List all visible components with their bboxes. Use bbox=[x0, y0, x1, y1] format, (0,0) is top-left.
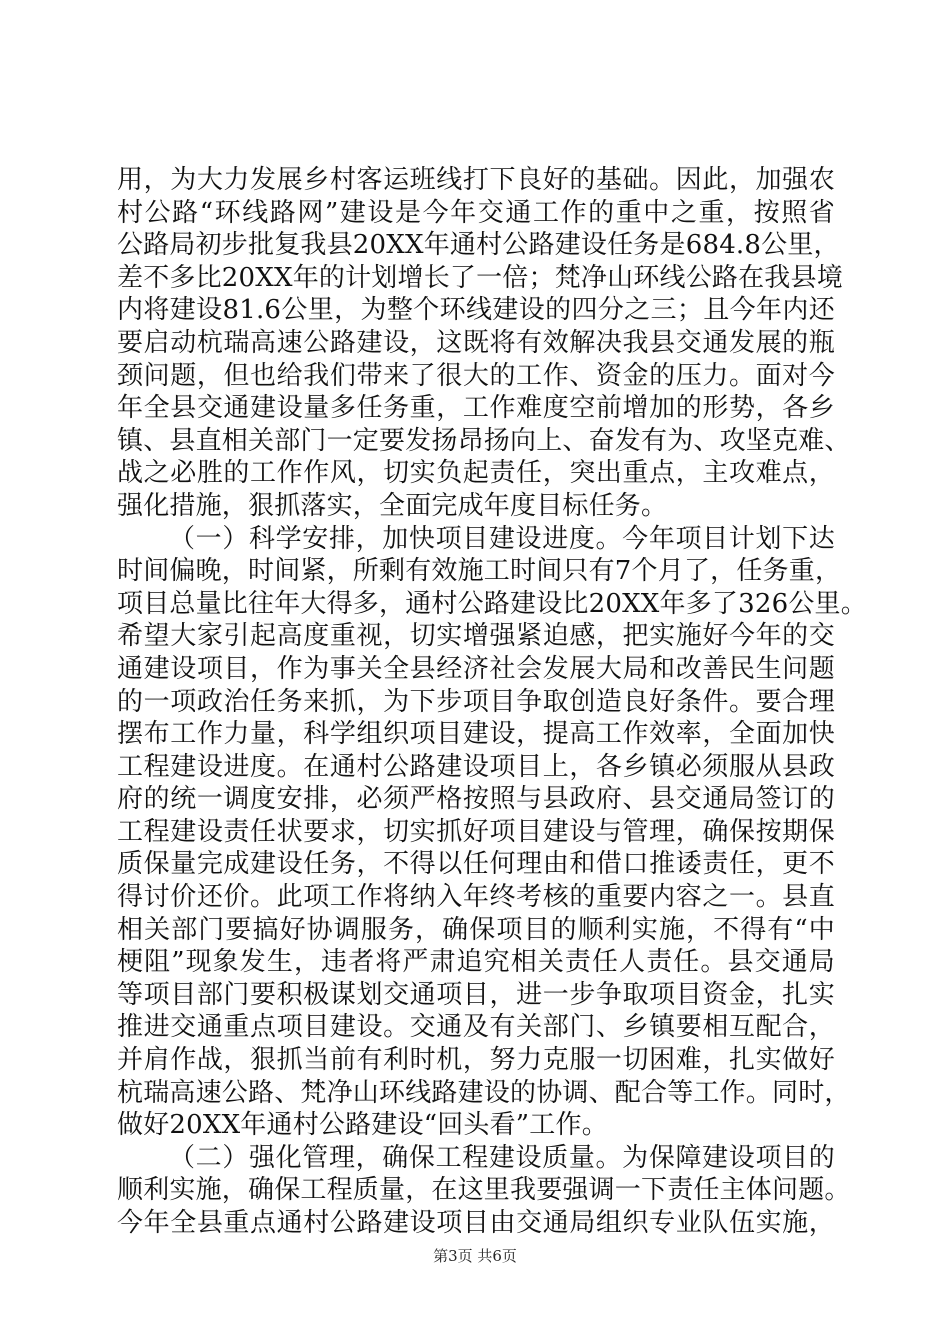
text-line: 战之必胜的工作作风，切实负起责任，突出重点，主攻难点， bbox=[117, 458, 835, 489]
text-line: （一）科学安排，加快项目建设进度。今年项目计划下达 bbox=[169, 523, 835, 554]
text-line: 质保量完成建设任务，不得以任何理由和借口推诿责任，更不 bbox=[117, 849, 835, 880]
text-line: 并肩作战，狠抓当前有利时机，努力克服一切困难，扎实做好 bbox=[117, 1045, 835, 1076]
page-number-footer: 第3页 共6页 bbox=[433, 1247, 517, 1265]
text-line: 相关部门要搞好协调服务，确保项目的顺利实施，不得有“中 bbox=[117, 914, 835, 945]
text-line: 摆布工作力量，科学组织项目建设，提高工作效率，全面加快 bbox=[117, 719, 835, 750]
paragraph-1 bbox=[117, 164, 851, 523]
text-line: 的一项政治任务来抓，为下步项目争取创造良好条件。要合理 bbox=[117, 686, 835, 717]
text-line: 希望大家引起高度重视，切实增强紧迫感，把实施好今年的交 bbox=[117, 621, 835, 652]
text-line: 镇、县直相关部门一定要发扬昂扬向上、奋发有为、攻坚克难、 bbox=[117, 425, 851, 456]
text-line: 颈问题，但也给我们带来了很大的工作、资金的压力。面对今 bbox=[117, 360, 835, 391]
text-line: 内将建设81.6公里，为整个环线建设的四分之三；且今年内还 bbox=[117, 295, 835, 326]
text-line: 杭瑞高速公路、梵净山环线路建设的协调、配合等工作。同时， bbox=[117, 1077, 851, 1108]
text-line: 工程建设责任状要求，切实抓好项目建设与管理，确保按期保 bbox=[117, 816, 835, 847]
text-line: 今年全县重点通村公路建设项目由交通局组织专业队伍实施， bbox=[117, 1208, 835, 1238]
text-line: 府的统一调度安排，必须严格按照与县政府、县交通局签订的 bbox=[117, 784, 835, 815]
text-line: 要启动杭瑞高速公路建设，这既将有效解决我县交通发展的瓶 bbox=[117, 327, 835, 358]
text-line: 村公路“环线路网”建设是今年交通工作的重中之重，按照省 bbox=[117, 197, 835, 228]
text-line: 顺利实施，确保工程质量，在这里我要强调一下责任主体问题。 bbox=[117, 1175, 851, 1206]
text-line: 强化措施，狠抓落实，全面完成年度目标任务。 bbox=[117, 490, 668, 521]
text-line: 做好20XX年通村公路建设“回头看”工作。 bbox=[117, 1110, 608, 1141]
text-line: 年全县交通建设量多任务重，工作难度空前增加的形势，各乡 bbox=[117, 393, 835, 424]
text-line: 等项目部门要积极谋划交通项目，进一步争取项目资金，扎实 bbox=[117, 979, 835, 1010]
text-line: 工程建设进度。在通村公路建设项目上，各乡镇必须服从县政 bbox=[117, 751, 835, 782]
text-line: 用，为大力发展乡村客运班线打下良好的基础。因此，加强农 bbox=[117, 165, 835, 195]
document-body bbox=[117, 164, 867, 1240]
text-line: 通建设项目，作为事关全县经济社会发展大局和改善民生问题 bbox=[117, 653, 835, 684]
text-line: 项目总量比往年大得多，通村公路建设比20XX年多了326公里。 bbox=[117, 588, 867, 619]
text-line: 得讨价还价。此项工作将纳入年终考核的重要内容之一。县直 bbox=[117, 882, 835, 913]
text-line: （二）强化管理，确保工程建设质量。为保障建设项目的 bbox=[169, 1142, 835, 1173]
paragraph-3 bbox=[117, 1142, 851, 1240]
text-line: 梗阻”现象发生，违者将严肃追究相关责任人责任。县交通局 bbox=[117, 947, 835, 978]
text-line: 差不多比20XX年的计划增长了一倍；梵净山环线公路在我县境 bbox=[117, 262, 843, 293]
text-line: 时间偏晚，时间紧，所剩有效施工时间只有7个月了，任务重， bbox=[117, 556, 842, 587]
paragraph-2 bbox=[117, 523, 867, 1142]
text-line: 推进交通重点项目建设。交通及有关部门、乡镇要相互配合， bbox=[117, 1012, 835, 1043]
text-line: 公路局初步批复我县20XX年通村公路建设任务是684.8公里， bbox=[117, 230, 840, 261]
